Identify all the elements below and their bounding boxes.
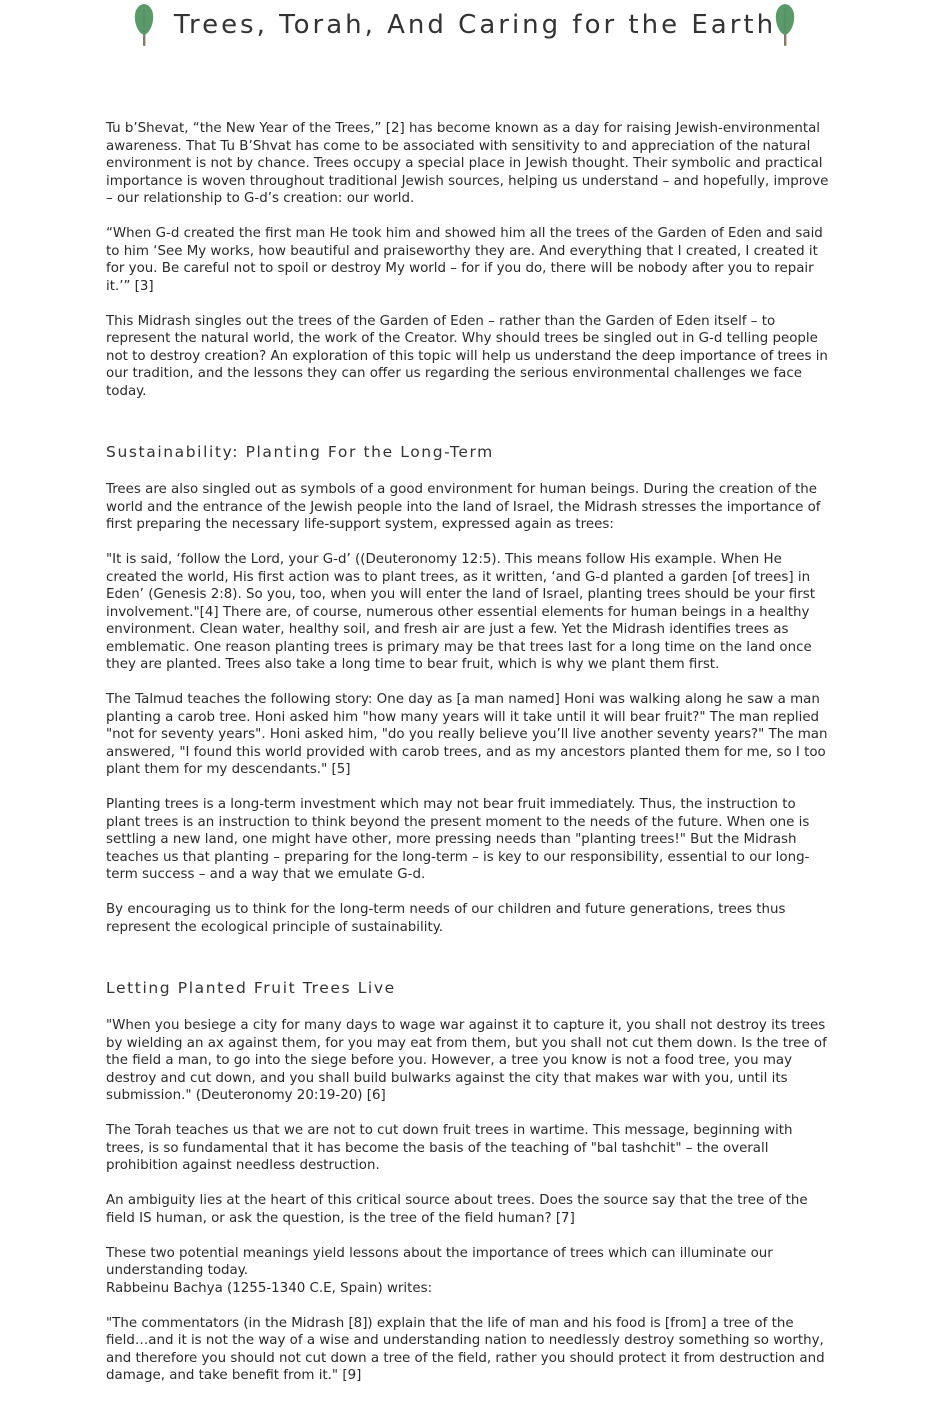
- commentary-quote: "The commentators (in the Midrash [8]) explain that the life of man and his food is [from] a tree of the field…and it is not the way of a wise and understanding nation to needlessly destroy something so worthy, and therefore you should not cut down a tree of the field, rather you should protect it from destruction and damage, and take benefit from it." [9]: [106, 1315, 825, 1383]
- body-paragraph: Trees are also singled out as symbols of a good environment for human beings. During the creation of the world and the entrance of the Jewish people into the land of Israel, the Midrash stresses the importance of first preparing the necessary life-support system, expressed again as trees:: [106, 482, 821, 532]
- body-paragraph: The Torah teaches us that we are not to cut down fruit trees in wartime. This message, beginning with trees, is so fundamental that it has become the basis of the teaching of "bal tashchit" – the overall prohibition against needless destruction.: [106, 1123, 793, 1173]
- intro-paragraph: Tu b’Shevat, “the New Year of the Trees,” [2] has become known as a day for raising Jewish-environmental awareness. That Tu B’Shvat has come to be associated with sensitivity to and appreciation of the natural environment is not by chance. Trees occupy a special place in Jewish thought. Their symbolic and practical importance is woven throughout traditional Jewish sources, helping us understand – and hopefully, improve – our relationship to G-d’s creation: our world.: [106, 121, 829, 206]
- torah-quote: "When you besiege a city for many days to wage war against it to capture it, you shall not destroy its trees by wielding an ax against them, for you may eat from them, but you shall not cut them down. Is the tree of the field a man, to go into the siege before you. However, a tree you know is not a food tree, you may destroy and cut down, and you shall build bulwarks against the city that makes war with you, until its submission." (Deuteronomy 20:19-20) [6]: [106, 1018, 827, 1103]
- page-title: Trees, Torah, And Caring for the Earth: [173, 10, 777, 40]
- section-heading-sustainability: Sustainability: Planting For the Long-Term: [106, 443, 494, 461]
- intro-paragraph: This Midrash singles out the trees of the Garden of Eden – rather than the Garden of Eden itself – to represent the natural world, the work of the Creator. Why should trees be singled out in G-d telling people not to destroy creation? An exploration of this topic will help us understand the deep importance of trees in our tradition, and the lessons they can offer us regarding the serious environmental challenges we face today.: [106, 313, 828, 399]
- body-paragraph: Rabbeinu Bachya (1255-1340 C.E, Spain) writes:: [106, 1280, 433, 1296]
- midrash-quote: “When G-d created the first man He took him and showed him all the trees of the Garden of Eden and said to him ‘See My works, how beautiful and praiseworthy they are. And everything that I created, I created it for you. Be careful not to spoil or destroy My world – for if you do, there will be nobody after you to repair it.’” [3]: [106, 226, 823, 294]
- body-paragraph: These two potential meanings yield lessons about the importance of trees which can illuminate our understanding today.: [106, 1245, 773, 1278]
- body-paragraph: An ambiguity lies at the heart of this critical source about trees. Does the source say that the tree of the field IS human, or ask the question, is the tree of the field human? [7]: [106, 1193, 808, 1226]
- body-paragraph: The Talmud teaches the following story: One day as [a man named] Honi was walking along he saw a man planting a carob tree. Honi asked him "how many years will it take until it will bear fruit?" The man replied "not for seventy years". Honi asked him, "do you really believe you’ll live another seventy years?" The man answered, "I found this world provided with carob trees, and as my ancestors planted them for me, so I too plant them for my descendants." [5]: [106, 692, 828, 777]
- page-header: [0, 0, 950, 60]
- body-paragraph: By encouraging us to think for the long-term needs of our children and future generations, trees thus represent the ecological principle of sustainability.: [106, 902, 786, 935]
- article-body: [106, 120, 834, 1402]
- body-paragraph: "It is said, ‘follow the Lord, your G-d’ ((Deuteronomy 12:5). This means follow His example. When He created the world, His first action was to plant trees, as it written, ‘and G-d planted a garden [of trees] in Eden’ (Genesis 2:8). So you, too, when you will enter the land of Israel, planting trees should be your first involvement."[4] There are, of course, numerous other essential elements for human beings in a healthy environment. Clean water, healthy soil, and fresh air are just a few. Yet the Midrash identifies trees as emblematic. One reason planting trees is primary may be that trees last for a long time on the land once they are planted. Trees also take a long time to bear fruit, which is why we plant them first.: [106, 552, 815, 672]
- body-paragraph: Planting trees is a long-term investment which may not bear fruit immediately. Thus, the instruction to plant trees is an instruction to think beyond the present moment to the needs of the future. When one is settling a new land, one might have other, more pressing needs than "planting trees!" But the Midrash teaches us that planting – preparing for the long-term – is key to our responsibility, essential to our long-term success – and a way that we emulate G-d.: [106, 797, 810, 882]
- tree-icon: [772, 2, 798, 48]
- section-heading-fruit-trees: Letting Planted Fruit Trees Live: [106, 979, 396, 997]
